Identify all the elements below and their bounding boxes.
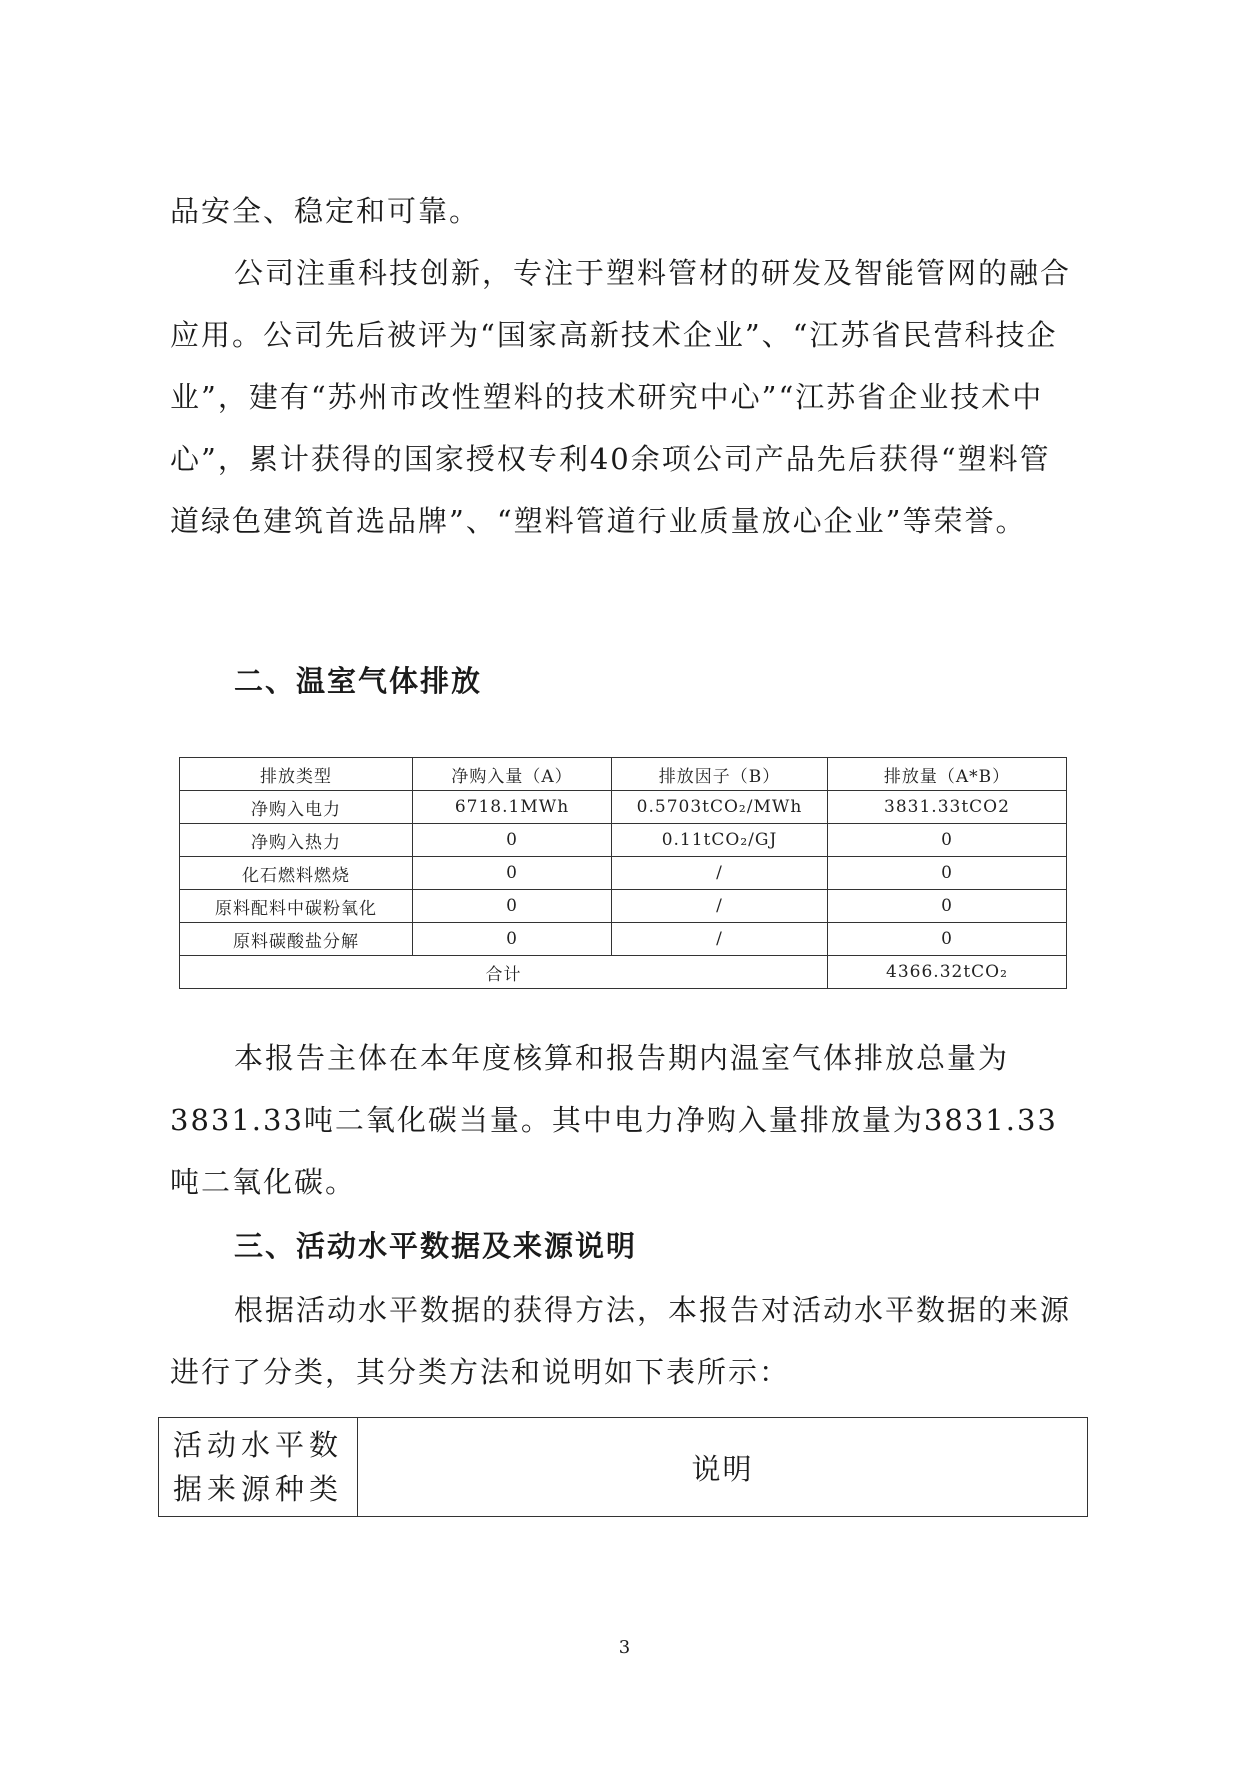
header-cell: 排放因子（B）	[612, 758, 828, 791]
table-cell: 0	[413, 824, 612, 857]
paragraph-continuation: 品安全、稳定和可靠。	[170, 194, 481, 228]
table-cell: 0.11tCO₂/GJ	[612, 824, 828, 857]
table-header-row	[159, 1418, 1088, 1517]
table-cell: 0	[828, 890, 1067, 923]
total-label: 合计	[180, 956, 828, 989]
table-cell: 0.5703tCO₂/MWh	[612, 791, 828, 824]
table-cell: 净购入热力	[180, 824, 413, 857]
section-heading-ghg-emissions: 二、温室气体排放	[234, 664, 483, 698]
table-row	[180, 857, 1067, 890]
table-cell: 原料配料中碳粉氧化	[180, 890, 413, 923]
table-total-row	[180, 956, 1067, 989]
table-cell: 0	[413, 890, 612, 923]
table-cell: 0	[413, 923, 612, 956]
table-cell: 6718.1MWh	[413, 791, 612, 824]
table-header-row	[180, 758, 1067, 791]
table-cell: 0	[828, 923, 1067, 956]
table-row	[180, 890, 1067, 923]
paragraph-activity-data-intro: 根据活动水平数据的获得方法，本报告对活动水平数据的来源进行了分类，其分类方法和说明如下表所示：	[170, 1293, 1072, 1389]
table-cell: 3831.33tCO2	[828, 791, 1067, 824]
header-cell: 净购入量（A）	[413, 758, 612, 791]
table-row	[180, 791, 1067, 824]
emissions-table	[179, 757, 1067, 989]
table-cell: /	[612, 890, 828, 923]
table-cell: /	[612, 857, 828, 890]
table-cell: 净购入电力	[180, 791, 413, 824]
section-heading-activity-data: 三、活动水平数据及来源说明	[234, 1229, 638, 1263]
paragraph-company-innovation: 公司注重科技创新，专注于塑料管材的研发及智能管网的融合应用。公司先后被评为“国家高新技术企业”、“江苏省民营科技企业”，建有“苏州市改性塑料的技术研究中心”“江苏省企业技术中心”，累计获得的国家授权专利40余项公司产品先后获得“塑料管道绿色建筑首选品牌”、“塑料管道行业质量放心企业”等荣誉。	[170, 256, 1072, 538]
table-row	[180, 923, 1067, 956]
table-cell: 原料碳酸盐分解	[180, 923, 413, 956]
header-line: 据来源种类	[172, 1472, 343, 1506]
table-cell: /	[612, 923, 828, 956]
header-cell-description: 说明	[358, 1418, 1088, 1517]
page-number: 3	[618, 1637, 631, 1658]
header-line: 活动水平数	[172, 1428, 343, 1462]
table-cell: 0	[413, 857, 612, 890]
paragraph-emission-summary: 本报告主体在本年度核算和报告期内温室气体排放总量为3831.33吨二氧化碳当量。其中电力净购入量排放量为3831.33吨二氧化碳。	[170, 1041, 1058, 1199]
table-cell: 0	[828, 824, 1067, 857]
table-cell: 化石燃料燃烧	[180, 857, 413, 890]
header-cell-source-type	[159, 1418, 358, 1517]
activity-data-source-table	[158, 1417, 1088, 1517]
total-value: 4366.32tCO₂	[828, 956, 1067, 989]
header-cell: 排放量（A*B）	[828, 758, 1067, 791]
table-row	[180, 824, 1067, 857]
table-cell: 0	[828, 857, 1067, 890]
header-cell: 排放类型	[180, 758, 413, 791]
